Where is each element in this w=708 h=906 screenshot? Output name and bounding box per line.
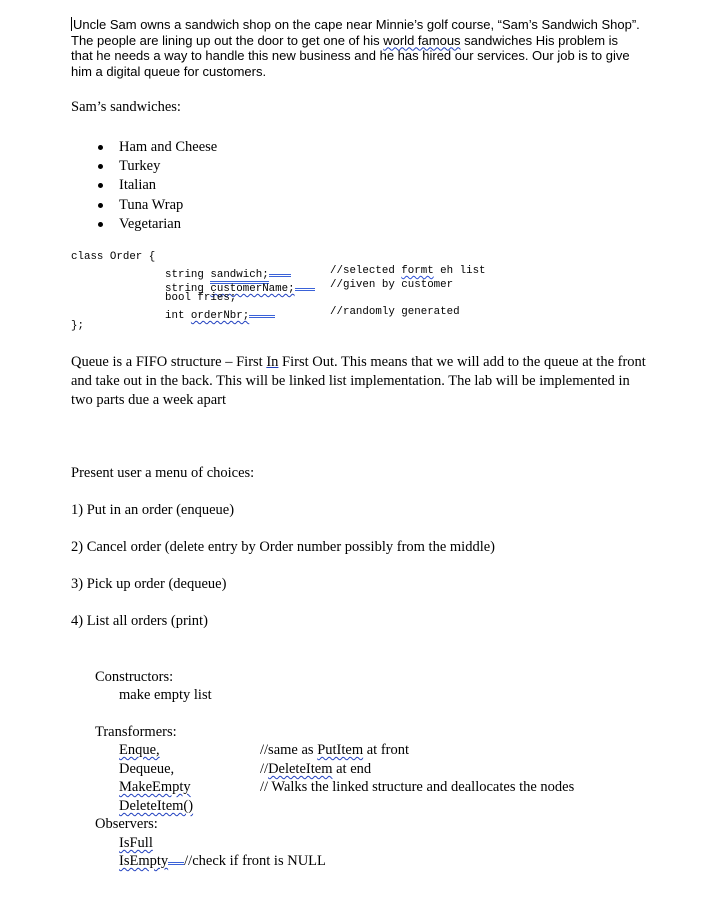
code-class-open: class Order { [71, 251, 156, 263]
queue-in-word: In [266, 354, 279, 370]
menu-option: 3) Pick up order (dequeue) [71, 576, 227, 592]
enque-text: Enque, [119, 742, 160, 758]
double-underline [295, 279, 315, 291]
comment-text: // [260, 761, 269, 777]
transformer-deleteitem [119, 797, 193, 816]
intro-world-famous: world famous [383, 32, 461, 48]
comment-text: at front [363, 742, 410, 758]
intro-text-1: Uncle Sam owns a sandwich shop on the cape near Minnie’s golf course, “Sam’s Sandwich Shop”. The people are lining up out the door to get one of his [71, 17, 640, 48]
queue-text-1: Queue is a FIFO structure – First [71, 354, 267, 370]
deleteitem-text: DeleteItem() [119, 798, 194, 814]
intro-text-2: sandwiches His problem is that he needs a way to handle this new business and he has hired our services. Our job is to give him a digital queue for customers. [71, 32, 630, 79]
sandwiches-heading: Sam’s sandwiches: [71, 99, 181, 115]
makeempty-text: MakeEmpty [119, 779, 191, 795]
constructor-item: make empty list [119, 687, 212, 703]
transformers-label: Transformers: [95, 724, 177, 740]
queue-paragraph [71, 353, 651, 410]
code-field-row: bool fries; [165, 292, 237, 304]
menu-heading: Present user a menu of choices: [71, 465, 255, 481]
transformer-enque-comment [260, 741, 409, 760]
observer-isfull [119, 834, 153, 853]
code-field-row [165, 306, 275, 324]
transformer-makeempty-comment: // Walks the linked structure and deallocates the nodes [260, 779, 575, 795]
double-underline [249, 306, 275, 318]
isfull-text: IsFull [119, 835, 153, 851]
text-cursor [71, 17, 72, 31]
intro-paragraph [71, 17, 641, 79]
observers-label: Observers: [95, 816, 158, 832]
double-underline [168, 853, 184, 865]
transformer-dequeue: Dequeue, [119, 761, 175, 777]
menu-option: 1) Put in an order (enqueue) [71, 502, 235, 518]
code-comment-misspelled: formt [401, 265, 434, 277]
isempty-comment: //check if front is NULL [184, 853, 326, 869]
transformer-makeempty [119, 778, 191, 797]
code-comment-rest: eh list [433, 265, 486, 277]
code-field-name: orderNbr; [190, 310, 250, 322]
observer-isempty [119, 852, 326, 871]
double-underline [269, 265, 291, 277]
code-field-comment: //randomly generated [330, 306, 460, 318]
comment-misspelled: PutItem [317, 742, 364, 758]
code-field-comment [330, 265, 486, 279]
sandwich-list [95, 138, 395, 234]
code-field-type: string [165, 269, 211, 281]
constructors-label: Constructors: [95, 669, 174, 685]
code-field-type: int [165, 310, 191, 322]
list-item: Ham and Cheese [95, 138, 395, 157]
code-field-comment: //given by customer [330, 279, 454, 291]
code-class-close: }; [71, 320, 84, 332]
code-field-name: sandwich; [210, 269, 268, 284]
queue-text-2: First Out. This means that we will add to the queue at the front and take out in the back. This will be linked list implementation. The lab will be implemented in two parts due a week apart [71, 354, 646, 408]
list-item: Turkey [95, 157, 395, 176]
menu-option: 2) Cancel order (delete entry by Order number possibly from the middle) [71, 539, 495, 555]
isempty-text: IsEmpty [119, 853, 169, 869]
comment-text: at end [332, 761, 372, 777]
list-item: Italian [95, 176, 395, 195]
transformer-dequeue-comment [260, 760, 371, 779]
code-field-type: string [165, 283, 211, 295]
list-item: Vegetarian [95, 215, 395, 234]
comment-text: //same as [260, 742, 318, 758]
code-comment-text: //selected [330, 265, 402, 277]
code-field-name: customerName; [210, 283, 295, 295]
list-item: Tuna Wrap [95, 196, 395, 215]
transformer-enque [119, 741, 160, 760]
comment-misspelled: DeleteItem [268, 761, 333, 777]
menu-option: 4) List all orders (print) [71, 613, 208, 629]
